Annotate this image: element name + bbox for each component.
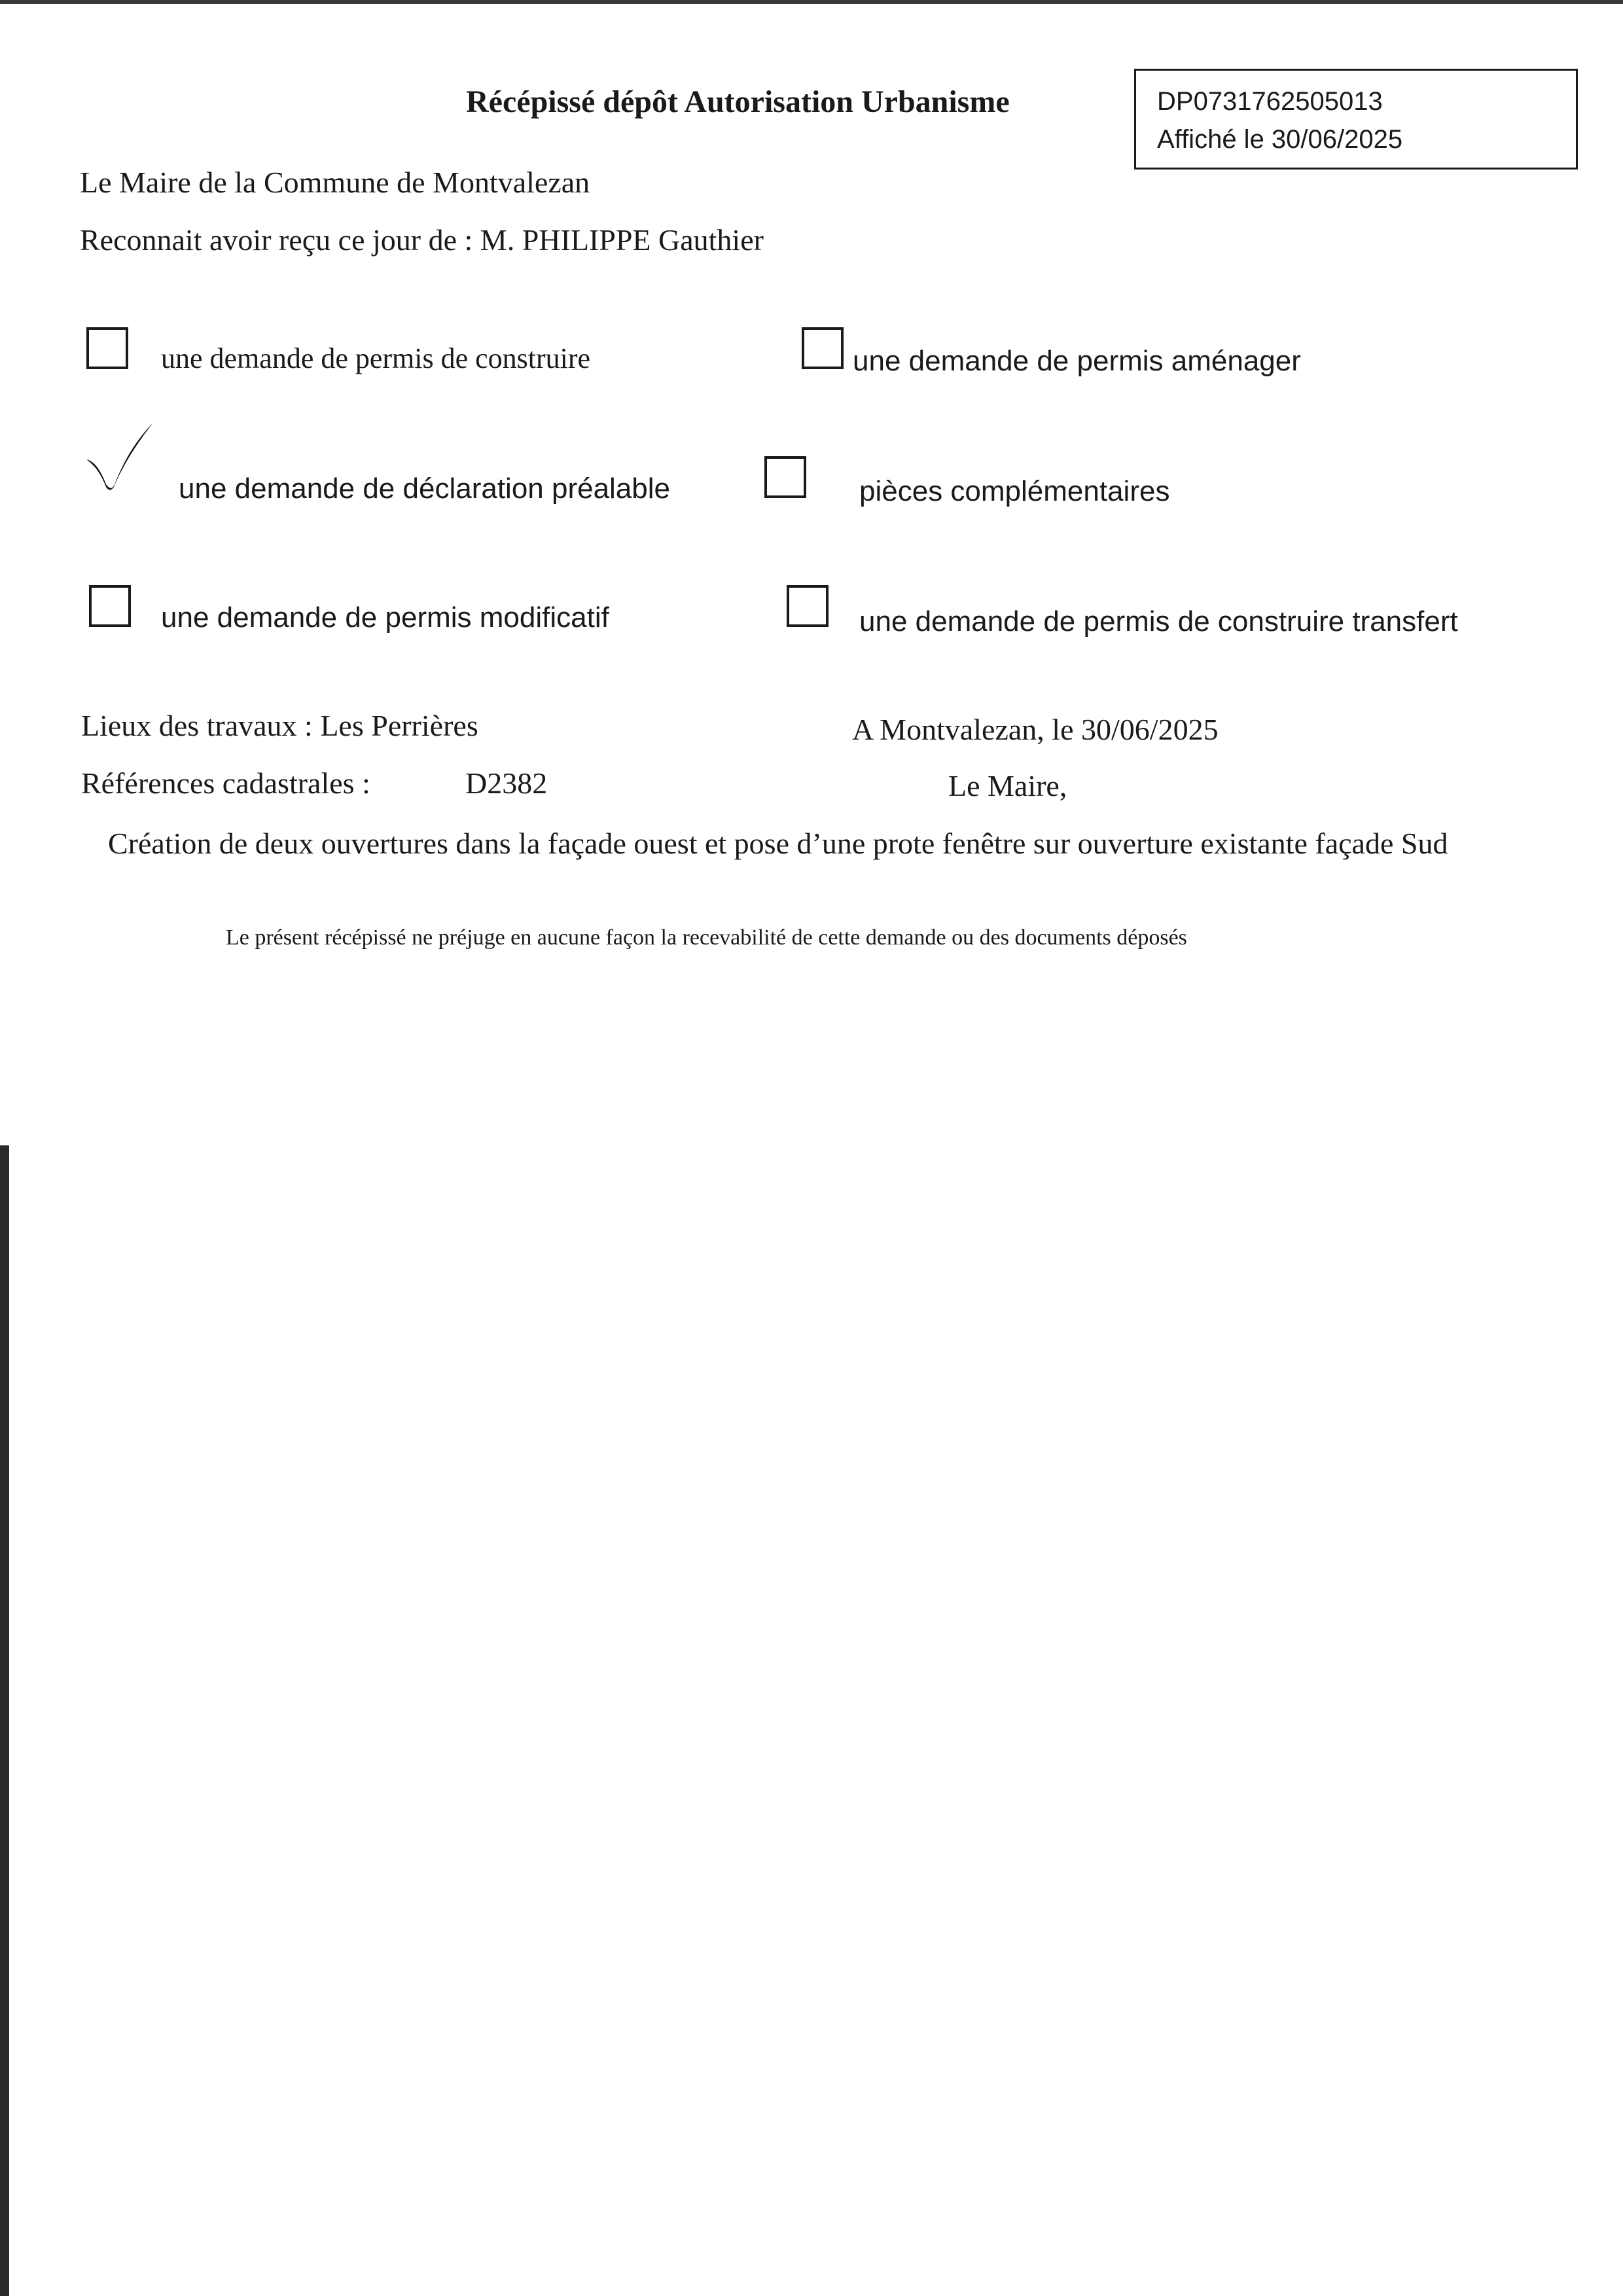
works-description: Création de deux ouvertures dans la façade ouest et pose d’une prote fenêtre sur ouverture existante façade Sud xyxy=(108,827,1448,860)
checkbox-permis-amenager xyxy=(802,327,844,369)
scan-top-edge xyxy=(0,0,1623,4)
mayor-line: Le Maire de la Commune de Montvalezan xyxy=(80,166,590,199)
signatory: Le Maire, xyxy=(948,769,1067,802)
option-permis-transfert-label: une demande de permis de construire transfert xyxy=(859,605,1458,637)
disclaimer-notice: Le présent récépissé ne préjuge en aucune façon la recevabilité de cette demande ou des documents déposés xyxy=(226,925,1187,950)
reference-number: DP0731762505013 xyxy=(1157,87,1383,116)
cadastral-reference-value: D2382 xyxy=(465,766,548,800)
scan-left-edge xyxy=(0,1145,9,2296)
place-and-date: A Montvalezan, le 30/06/2025 xyxy=(852,713,1219,746)
cadastral-reference-label: Références cadastrales : xyxy=(81,766,370,800)
posted-date: Affiché le 30/06/2025 xyxy=(1157,125,1403,154)
document-title: Récépissé dépôt Autorisation Urbanisme xyxy=(466,84,1010,119)
option-permis-amenager-label: une demande de permis aménager xyxy=(853,345,1301,377)
checkmark-icon xyxy=(84,419,156,497)
option-declaration-prealable-label: une demande de déclaration préalable xyxy=(179,473,671,505)
checkbox-permis-transfert xyxy=(787,585,829,627)
checkbox-permis-construire xyxy=(86,327,128,369)
received-from-line: Reconnait avoir reçu ce jour de : M. PHILIPPE Gauthier xyxy=(80,223,764,257)
reference-box xyxy=(1134,69,1578,170)
option-permis-modificatif-label: une demande de permis modificatif xyxy=(161,601,609,634)
checkbox-permis-modificatif xyxy=(89,585,131,627)
works-location: Lieux des travaux : Les Perrières xyxy=(81,709,478,742)
checkbox-pieces-complementaires xyxy=(764,456,806,498)
option-pieces-complementaires-label: pièces complémentaires xyxy=(859,475,1170,507)
option-permis-construire-label: une demande de permis de construire xyxy=(161,342,591,374)
